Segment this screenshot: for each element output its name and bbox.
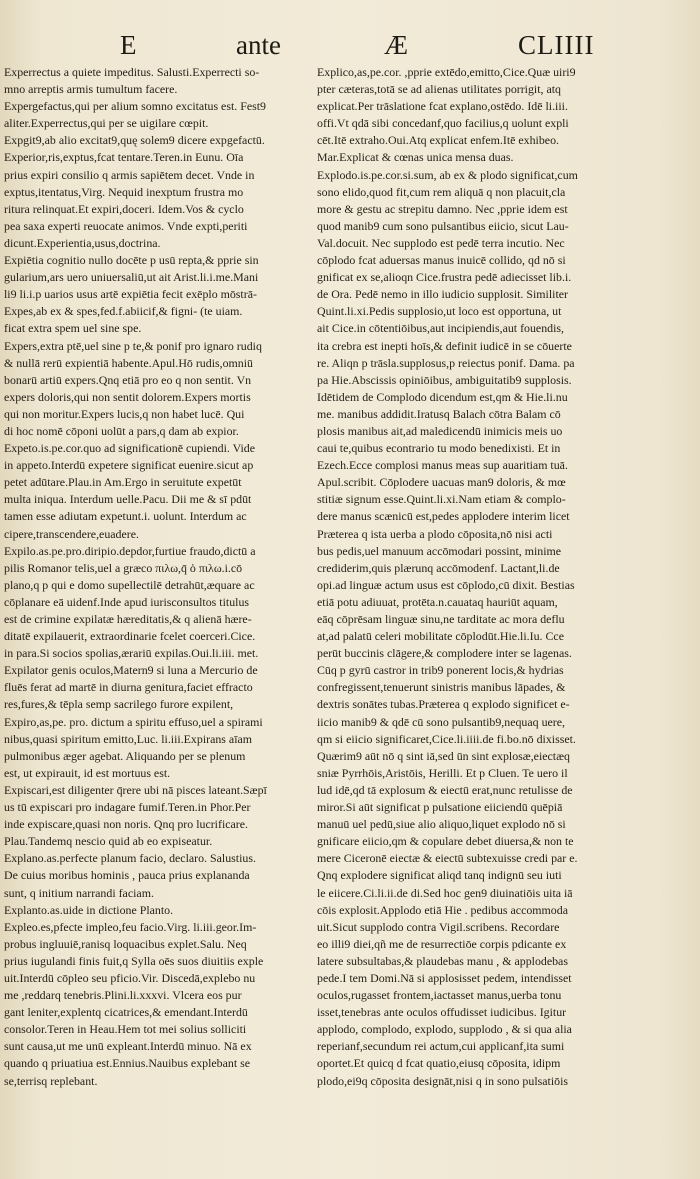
text-line: Mar.Explicat & cœnas unica mensa duas.: [317, 150, 514, 165]
text-line: prius expiri consilio q armis sapiētem decet. Vnde in: [4, 167, 255, 182]
folio-number: CLIIII: [518, 30, 595, 60]
text-line: me. manibus addidit.Iratusq Balach cōtra Balam cō: [317, 406, 561, 421]
text-line: Expergefactus,qui per alium somno excitatus est. Fest9: [4, 99, 266, 114]
text-line: re. Aliqn p trāsla.supplosus,p reiectus ponif. Dama. pa: [317, 355, 575, 370]
text-line: expers doloris,qui non sentit dolorem.Expers mortis: [4, 389, 251, 404]
text-line: Cūq p gyrū castror in trib9 ponerent locis,& hydrias: [317, 663, 564, 678]
text-line: uit.Interdū cōpleo seu pficio.Vir. Discedā,explebo nu: [4, 970, 256, 985]
text-line: consolor.Teren in Heau.Hem tot mei solius solliciti: [4, 1022, 247, 1037]
text-line: Val.docuit. Nec supplodo est pedē terra incutio. Nec: [317, 235, 565, 250]
text-line: Quærim9 aūt nō q sint iā,sed ūn sint explosæ,eiectæq: [317, 748, 570, 763]
text-line: ait Cice.in cōtentiōibus,aut incipiendis,aut fouendis,: [317, 321, 565, 336]
text-line: gant leniter,explentq cicatrices,& emendant.Interdū: [4, 1005, 248, 1020]
text-line: De cuius moribus hominis , pauca prius explananda: [4, 868, 250, 883]
text-line: more & gestu ac strepitu damno. Nec ,pprie idem est: [317, 201, 568, 216]
text-line: Expilator genis oculos,Matern9 si luna a Mercurio de: [4, 663, 258, 678]
text-line: ditatē expilauerit, extraordinarie fcelet coerceri.Cice.: [4, 629, 256, 644]
text-line: Explanto.as.uide in dictione Planto.: [4, 902, 174, 917]
text-line: & nullā rerū expientiā habente.Apul.Hō rudis,omniū: [4, 355, 253, 370]
text-line: multa iniqua. Interdum uelle.Pacu. Dii me & sī pdūt: [4, 492, 252, 507]
text-line: manuū uel pedū,siue alio aliquo,liquet explodo nō si: [317, 817, 566, 832]
text-line: Expers,extra ptē,uel sine p te,& ponif pro ignaro rudiq: [4, 338, 262, 353]
text-line: qm si eiicio significaret,Cice.li.iiii.de fi.bo.nō dixisset.: [317, 731, 576, 746]
text-line: pede.I tem Domi.Nā si applosisset pedem, intendisset: [317, 970, 572, 985]
text-line: applodo, complodo, explodo, supplodo , & si qua alia: [317, 1022, 572, 1037]
text-line: nibus,quasi spiritum emitto,Luc. li.iii.Expirans aīam: [4, 731, 253, 746]
text-line: se,terrisq replebant.: [4, 1073, 98, 1088]
text-line: pilis Romanor telis,uel a græco πιλω,q̄ ὁ πιλω.i.cō: [4, 560, 243, 575]
text-line: Expgit9,ab alio excitat9,quę solem9 dicere expgefactū.: [4, 133, 265, 148]
text-line: quando q priuatiua est.Ennius.Nauibus explebant se: [4, 1056, 251, 1071]
text-line: plano,q p qui e domo supellectilē detrahūt,æquare ac: [4, 577, 255, 592]
text-line: pulmonibus æger agebat. Aliquando per se plenum: [4, 748, 246, 763]
text-line: explicat.Per trāslatione fcat explano,ostēdo. Idē li.iii.: [317, 99, 568, 114]
left-text-column: [4, 64, 314, 1090]
text-line: li9 li.i.p uarios usus artē expiētia fecit exēplo mōstrā-: [4, 287, 257, 302]
text-line: tamen esse adiutam expetunt.i. uolunt. Interdum ac: [4, 509, 247, 524]
text-line: in para.Si socios spolias,ærariū expilas.Oui.li.iii. met.: [4, 646, 259, 661]
text-line: eo illi9 diei,qñ me de resurrectiōe corpis pdicante ex: [317, 936, 567, 951]
text-line: miror.Si aūt significat p pulsatione eiiciendū quēpiā: [317, 800, 563, 815]
text-line: isset,tenebras ante oculos offudisset iudicibus. Igitur: [317, 1005, 567, 1020]
text-line: dicunt.Experientia,usus,doctrina.: [4, 235, 161, 250]
text-line: bonarū artiū expers.Qnq etiā pro eo q non sentit. Vn: [4, 372, 252, 387]
text-line: iicio manib9 & qdē cū sono pulsantib9,nequaq uere,: [317, 714, 565, 729]
text-line: pea saxa experti reuocate animos. Vnde expti,periti: [4, 218, 248, 233]
text-line: in appeto.Interdū expetere significat euenire.sicut ap: [4, 458, 254, 473]
text-line: Idētidem de Complodo dicendum est,qm & Hie.li.nu: [317, 389, 568, 404]
text-line: pter cæteras,totā se ad alienas utilitates porrigit, atq: [317, 82, 562, 97]
text-line: stitiæ signum esse.Quint.li.xi.Nam etiam & complo-: [317, 492, 566, 507]
text-line: crediderim,quis plærunq accōmodenf. Lactant,li.de: [317, 560, 560, 575]
text-line: caui te,quibus econtrario tu modo benedixisti. Et in: [317, 441, 561, 456]
text-line: Explano.as.perfecte planum facio, declaro. Salustius.: [4, 851, 256, 866]
text-line: exptus,itentatus,Virg. Nequid inexptum frustra mo: [4, 184, 244, 199]
text-line: Explodo.is.pe.cor.si.sum, ab ex & plodo significat,cum: [317, 167, 578, 182]
text-line: dextris sonātes tubas.Præterea q explodo significet e-: [317, 697, 570, 712]
text-line: me ,reddarq tenebris.Plini.li.xxxvi. Vlcera eos pur: [4, 988, 242, 1003]
header-left-letter: E: [120, 30, 137, 60]
text-line: lud idē,qd tā explosum & eiectū erat,nunc retulisse de: [317, 782, 573, 797]
text-line: perūt buccinis clāgere,& complodere inter se lagenas.: [317, 646, 572, 661]
text-line: cōplodo fcat aduersas manus inuicē collido, qd nō si: [317, 253, 566, 268]
text-line: gnificare eiicio,qm & copulare debet diuersa,& non te: [317, 834, 574, 849]
text-line: Expiro,as,pe. pro. dictum a spiritu effuso,uel a spirami: [4, 714, 263, 729]
text-line: de Ora. Pedē nemo in illo iudicio supplosit. Similiter: [317, 287, 568, 302]
text-line: Præterea q ista uerba a plodo cōposita,nō nisi acti: [317, 526, 553, 541]
text-line: cōis explosit.Applodo etiā Hie . pedibus accommoda: [317, 902, 568, 917]
header-word: ante: [236, 30, 281, 60]
text-line: cōplanare eā uidenf.Inde apud iurisconsultos titulus: [4, 594, 250, 609]
text-line: eāq cōprēsam linguæ sinu,ne tarditate ac mora deflu: [317, 612, 565, 626]
text-line: plodo,ei9q cōposita designāt,nisi q in sono pulsatiōis: [317, 1073, 569, 1088]
text-line: Plau.Tandemq nescio quid ab eo expiseatur.: [4, 834, 213, 849]
text-line: Ezech.Ecce complosi manus meas sup auaritiam tuā.: [317, 458, 568, 473]
text-line: reperianf,secundum rei actum,cui applicanf,ita sumi: [317, 1039, 565, 1054]
text-line: le eiicere.Ci.li.ii.de di.Sed hoc gen9 diuinatiōis uita iā: [317, 885, 573, 900]
text-line: opi.ad linguæ actum usus est cōplodo,cū dixit. Bestias: [317, 577, 575, 592]
text-line: Experior,ris,exptus,fcat tentare.Teren.in Eunu. Oīa: [4, 150, 244, 165]
text-line: Expilo.as.pe.pro.diripio.depdor,furtiue fraudo,dictū a: [4, 543, 256, 558]
text-line: gularium,ars uero uniuersaliū,ut ait Arist.li.i.me.Mani: [4, 270, 259, 285]
text-line: pa Hie.Abscissis opiniōibus, ambiguitatib9 supplosis.: [317, 372, 572, 387]
text-line: etiā potu adiuuat, protēta.n.cauataq hauriūt aquam,: [317, 594, 558, 609]
text-line: Expiscari,est diligenter q̄rere ubi nā pisces lateant.Sæpī: [4, 782, 267, 797]
text-line: petet adūtare.Plau.in Am.Ergo in seruitute expetūt: [4, 475, 242, 490]
text-line: bus pedis,uel manuum accōmodari possint, minime: [317, 543, 562, 558]
text-line: probus ingluuiē,ranisq loquacibus explet.Salu. Neq: [4, 936, 247, 951]
text-line: uit.Sicut supplodo contra Vigil.scribens. Recordare: [317, 919, 560, 934]
text-line: ficat extra spem uel sine spe.: [4, 321, 142, 336]
text-line: offi.Vt qdā sibi concedanf,quo facilius,q uolunt expli: [317, 116, 569, 131]
text-line: oportet.Et quicq d fcat quatio,eiusq cōposita, idipm: [317, 1056, 561, 1071]
text-line: res,fures,& tēpla semp sacrilego furore expilent,: [4, 697, 234, 712]
text-line: quod manib9 cum sono pulsantibus eiicio, sicut Lau-: [317, 218, 569, 233]
text-line: mere Ciceronē eiectæ & eiectū subtexuisse credi par e.: [317, 851, 578, 866]
text-line: ritura relinquat.Et expiri,doceri. Idem.Vos & cyclo: [4, 201, 244, 216]
text-line: est, ut expirauit, id est mortuus est.: [4, 765, 171, 780]
text-line: dere manus scænicū est,pedes applodere interim licet: [317, 509, 570, 524]
text-line: Quint.li.xi.Pedis supplosio,ut loco est opportuna, ut: [317, 304, 562, 319]
text-line: Qnq explodere significat aliqd tanq indignū seu iuti: [317, 868, 562, 883]
text-line: confregissent,tenuerunt sinistris manibus lāpades, &: [317, 680, 566, 695]
text-line: ita crebra est inepti hoīs,& definit iudicē in se cōuerte: [317, 338, 572, 353]
text-line: aliter.Experrectus,qui per se uigilare cœpit.: [4, 116, 209, 131]
text-line: Expeto.is.pe.cor.quo ad significationē cupiendi. Vide: [4, 441, 256, 456]
text-line: plosis manibus ait,ad maledicendū inimicis meis uo: [317, 423, 563, 438]
text-line: prius iugulandi finis fuit,q Sylla oēs suos diuitiis exple: [4, 953, 264, 968]
text-line: sono elido,quod fit,cum rem aliquā q non placuit,cla: [317, 184, 566, 199]
text-line: at,ad palatū celeri mobilitate cōplodūt.Hie.li.Iu. Cce: [317, 629, 564, 644]
text-line: Expes,ab ex & spes,fed.f.abiicif,& figni- (te uiam.: [4, 304, 243, 319]
text-line: qui non moritur.Expers lucis,q non habet lucē. Qui: [4, 406, 245, 421]
text-line: Apul.scribit. Cōplodere uacuas man9 doloris, & mœ: [317, 475, 566, 490]
text-line: oculos,rugasset frontem,iactasset manus,uerba tonu: [317, 988, 562, 1003]
text-line: sunt, q initium narrandi faciam.: [4, 885, 154, 900]
text-line: di hoc nomē cōponi uolūt a pars,q dam ab expior.: [4, 423, 239, 438]
right-text-column: [317, 64, 627, 1090]
text-line: mno arreptis armis tumultum facere.: [4, 82, 178, 97]
text-line: us tū expiscari pro indagare fumif.Teren.in Phor.Per: [4, 800, 251, 815]
text-line: Expleo.es,pfecte impleo,feu facio.Virg. li.iii.geor.Im-: [4, 919, 257, 934]
text-line: fluēs ferat ad martē in diurna genitura,faciet effracto: [4, 680, 253, 695]
text-line: Explico,as,pe.cor. ,pprie extēdo,emitto,Cice.Quæ uiri9: [317, 65, 576, 79]
text-line: inde expiscare,quasi non noris. Qnq pro lucrificare.: [4, 817, 249, 832]
text-line: gnificat ex se,alioqn Cice.frustra pedē adiecisset lib.i.: [317, 270, 572, 285]
text-line: cipere,transcendere,euadere.: [4, 526, 139, 541]
header-right-letter: Æ: [384, 30, 409, 60]
text-line: Experrectus a quiete impeditus. Salusti.Experrecti so-: [4, 65, 260, 79]
text-line: sniæ Pyrrhōis,Aristōis, Herilli. Et p Cluen. Te uero il: [317, 765, 568, 780]
text-line: latere subsultabas,& plaudebas manu , & applodebas: [317, 953, 568, 968]
text-line: sunt causa,ut me unū expleant.Interdū minuo. Nā ex: [4, 1039, 252, 1054]
text-line: est de crimine expilatæ hæreditatis,& q alienā hære-: [4, 612, 252, 626]
text-line: cēt.Itē extraho.Oui.Atq explicat enfem.Itē exhibeo.: [317, 133, 560, 148]
text-line: Expiētia cognitio nullo docēte p usū repta,& pprie sin: [4, 253, 259, 268]
